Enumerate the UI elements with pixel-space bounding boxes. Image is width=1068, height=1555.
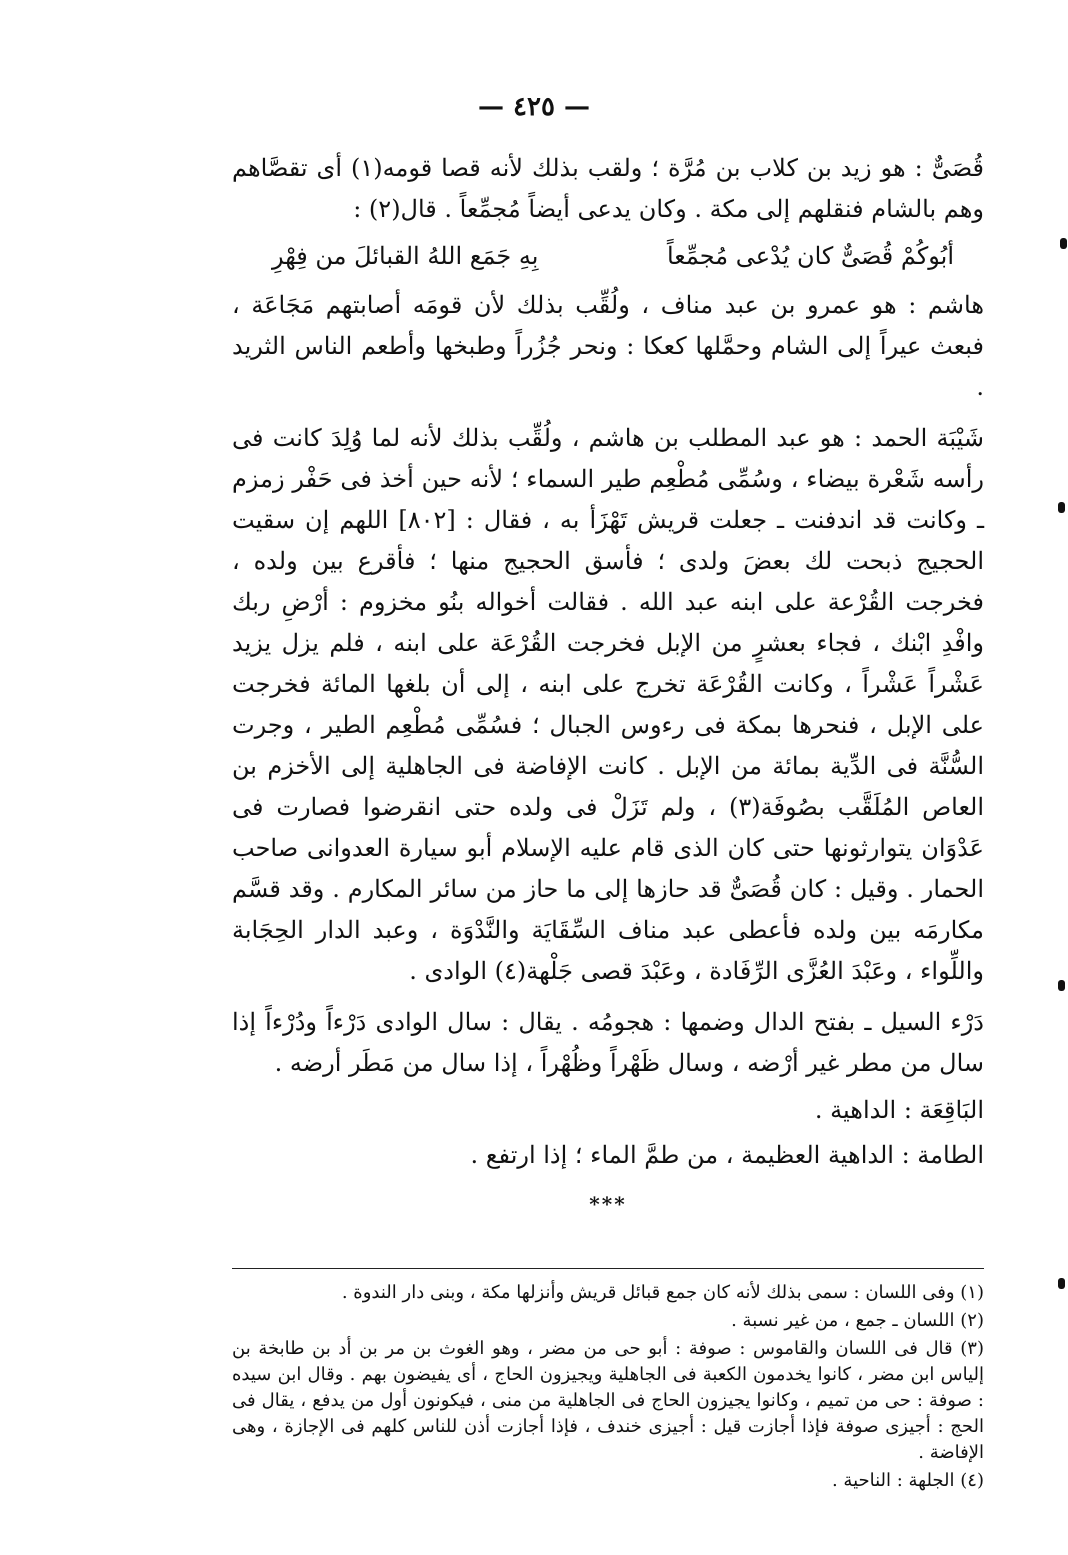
entry-shaybat-alhamd: شَيْبَة الحمد : هو عبد المطلب بن هاشم ، ولُقِّب بذلك لأنه لما وُلِدَ كانت فى رأسه شَعْرة بيضاء ، وسُمِّى مُطْعِم طير السماء ؛ لأنه حين أخذ فى حَفْر زمزم ـ وكانت قد اندفنت ـ جعلت قريش تَهْزَأ به ، فقال : [٨٠٢] اللهم إن سقيت الحجيج ذبحت لك بعضَ ولدى ؛ فأسق الحجيج منها ؛ فأقرع بين ولده ، فخرجت القُرْعة على ابنه عبد الله . فقالت أخواله بنُو مخزوم : أرْضِ ربك وافْدِ ابْنك ، فجاء بعشرٍ من الإبل فخرجت القُرْعَة على ابنه ، فلم يزل يزيد عَشْراً عَشْراً ، وكانت القُرْعَة تخرج على ابنه ، إلى أن بلغها المائة فخرجت على الإبل ، فنحرها بمكة فى رءوس الجبال ؛ فسُمِّى مُطْعِم الطير ، وجرت السُّنَّة فى الدِّية بمائة من الإبل . كانت الإفاضة فى الجاهلية إلى الأخزم بن العاص المُلَقَّب بصُوفَة(٣) ، ولم تَزَلْ فى ولده حتى انقرضوا فصارت فى عَدْوَان يتوارثونها حتى كان الذى قام عليه الإسلام أبو سيارة العدوانى صاحب الحمار . وقيل : كان قُصَىٌّ قد حازها إلى ما حاز من سائر المكارم . وقد قسَّم مكارمَه بين ولده فأعطى عبد مناف السِّقَايَة والنَّدْوَة ، وعبد الدار الحِجَابة واللِّواء ، وعَبْدَ العُزَّى الرِّفَادة ، وعَبْدَ قصى جَلْهة(٤) الوادى .	[232, 424, 985, 985]
entry-attamma: الطامة : الداهية العظيمة ، من طمَّ الماء ؛ إذا ارتفع .	[470, 1141, 984, 1169]
page-number: — ٤٢٥ —	[477, 92, 591, 122]
margin-mark	[1058, 502, 1065, 513]
footnotes	[232, 1280, 984, 1496]
verse-first-hemistich: أبُوكُمْ قُصَىٌّ كان يُدْعى مُجمِّعاً	[666, 242, 954, 270]
entry-dar-alsayl: دَرْء السيل ـ بفتح الدال وضمها : هجومُه . يقال : سال الوادى دَرْءاً ودُرْءاً إذا سال من مطر غير أرْضه ، وسال ظَهْراً وظُهْراً ، إذا سال من مَطَر أرضه .	[232, 1008, 984, 1077]
verse	[232, 236, 984, 277]
entry-albaqia: البَاقِعَة : الداهية .	[814, 1096, 984, 1124]
verse-second-hemistich: بِهِ جَمَع اللهُ القبائلَ من فِهْرِ	[272, 242, 539, 270]
entry-qusay: قُصَىٌّ : هو زيد بن كلاب بن مُرَّة ؛ ولقب بذلك لأنه قصا قومه(١) أى تقصَّاهم وهم بالشام فنقلهم إلى مكة . وكان يدعى أيضاً مُجمِّعاً . قال(٢) :	[232, 154, 984, 223]
footnote-4: (٤) الجلهة : الناحية .	[831, 1470, 984, 1491]
footnote-2: (٢) اللسان ـ جمع ، من غير نسبة .	[731, 1310, 984, 1331]
entry-hashim: هاشم : هو عمرو بن عبد مناف ، ولُقِّب بذلك لأن قومَه أصابتهم مَجَاعَة ، فبعث عيراً إلى الشام وحمَّلها كعكا : ونحر جُزُراً وطبخها وأطعم الناس الثريد .	[232, 291, 984, 401]
footnote-1: (١) وفى اللسان : سمى بذلك لأنه كان جمع قبائل قريش وأنزلها مكة ، وبنى دار الندوة .	[341, 1282, 984, 1303]
footnote-divider	[232, 1268, 984, 1269]
margin-mark	[1060, 238, 1067, 249]
footnote-3: (٣) قال فى اللسان والقاموس : صوفة : أبو حى من مضر ، وهو الغوث بن مر بن أد بن طابخة بن إلياس ابن مضر ، كانوا يخدمون الكعبة فى الجاهلية ويجيزون الحاج ، أى يفيضون بهم . وقال ابن سيده : صوفة : حى من تميم ، وكانوا يجيزون الحاج فى الجاهلية من منى ، فيكونون أول من يدفع ، يقال فى الحج : أجيزى صوفة فإذا أجازت قيل : أجيزى خندف ، فإذا أجازت أذن للناس كلهم فى الإجازة ، وهى الإفاضة .	[232, 1338, 984, 1463]
main-text	[232, 148, 984, 1225]
margin-mark	[1058, 980, 1065, 991]
margin-mark	[1058, 1278, 1065, 1289]
section-separator: ***	[589, 1192, 627, 1216]
